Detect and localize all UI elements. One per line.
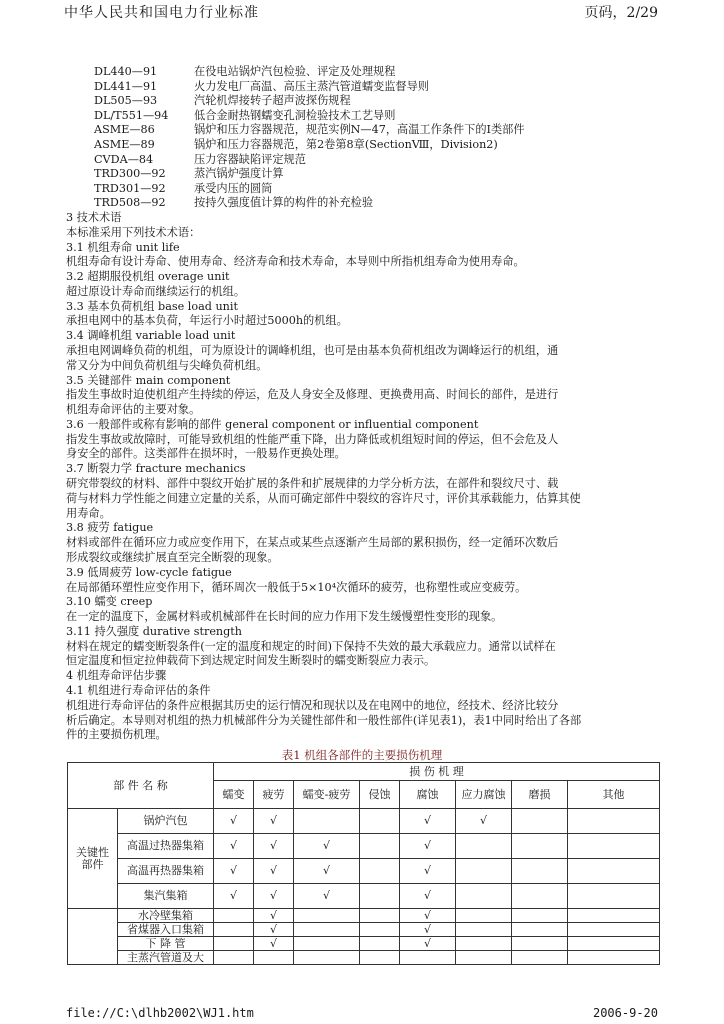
text-line: 材料或部件在循环应力或应变作用下，在某点或某些点逐渐产生局部的累积损伤，经一定循环次数后 — [66, 536, 559, 550]
standard-name: 火力发电厂高温、高压主蒸汽管道蠕变监督导则 — [194, 79, 429, 93]
table-row — [68, 937, 660, 951]
standard-title: 中华人民共和国电力行业标准 — [64, 5, 259, 21]
standard-code: TRD300—92 — [94, 167, 166, 181]
text-line: 3.9 低周疲劳 low-cycle fatigue — [66, 565, 232, 579]
text-line: 3.2 超期服役机组 overage unit — [66, 270, 230, 284]
empty-cell — [568, 937, 660, 951]
empty-cell — [360, 809, 400, 834]
text-line: 研究带裂纹的材料、部件中裂纹开始扩展的条件和扩展规律的力学分析方法，在部件和裂纹尺寸、载 — [66, 477, 559, 491]
empty-cell — [360, 937, 400, 951]
column-header: 应力腐蚀 — [456, 781, 512, 809]
component-name: 主蒸汽管道及大 — [118, 951, 214, 965]
empty-cell — [214, 937, 254, 951]
table-row — [68, 909, 660, 923]
column-header: 蠕变 — [214, 781, 254, 809]
empty-cell — [512, 859, 568, 884]
standard-code: ASME—86 — [94, 123, 155, 137]
empty-cell — [360, 834, 400, 859]
text-line: 形成裂纹或继续扩展直至完全断裂的现象。 — [66, 550, 279, 564]
column-header: 蠕变-疲劳 — [294, 781, 360, 809]
text-line: 3.8 疲劳 fatigue — [66, 521, 154, 535]
check-mark: √ — [294, 834, 360, 859]
check-mark: √ — [400, 859, 456, 884]
text-line: 承担电网调峰负荷的机组，可为原设计的调峰机组，也可是由基本负荷机组改为调峰运行的机组，通 — [66, 344, 559, 358]
empty-cell — [254, 951, 294, 965]
text-line: 3.6 一般部件或称有影响的部件 general component or influential component — [66, 417, 479, 431]
empty-cell — [400, 951, 456, 965]
file-path: file://C:\dlhb2002\WJ1.htm — [66, 1006, 254, 1020]
text-line: 3.1 机组寿命 unit life — [66, 240, 180, 254]
text-line: 3.5 关键部件 main component — [66, 373, 231, 387]
check-mark: √ — [294, 859, 360, 884]
print-date: 2006-9-20 — [592, 1006, 658, 1020]
text-line: 指发生事故或故障时，可能导致机组的性能严重下降，出力降低或机组短时间的停运，但不会危及人 — [66, 432, 559, 446]
check-mark: √ — [254, 809, 294, 834]
empty-cell — [456, 909, 512, 923]
empty-cell — [512, 951, 568, 965]
check-mark: √ — [214, 884, 254, 909]
table-row — [68, 884, 660, 909]
text-line: 常又分为中间负荷机组与尖峰负荷机组。 — [66, 358, 268, 372]
standard-code: CVDA—84 — [94, 152, 154, 166]
empty-cell — [294, 809, 360, 834]
empty-cell — [360, 859, 400, 884]
text-line: 3.10 蠕变 creep — [66, 595, 153, 609]
group-label — [68, 909, 118, 965]
column-header: 其他 — [568, 781, 660, 809]
standard-name: 承受内压的圆筒 — [194, 181, 273, 195]
check-mark: √ — [400, 909, 456, 923]
component-name: 锅炉汽包 — [118, 809, 214, 834]
page-header — [0, 0, 724, 22]
component-name: 高温再热器集箱 — [118, 859, 214, 884]
empty-cell — [360, 923, 400, 937]
empty-cell — [568, 909, 660, 923]
standard-code: TRD508—92 — [94, 196, 166, 210]
page-number: 页码，2/29 — [584, 5, 658, 21]
column-header: 磨损 — [512, 781, 568, 809]
component-name: 高温过热器集箱 — [118, 834, 214, 859]
text-line: 指发生事故时迫使机组产生持续的停运，危及人身安全及修理、更换费用高、时间长的部件，是进行 — [66, 388, 559, 402]
empty-cell — [214, 951, 254, 965]
standard-name: 在役电站锅炉汽包检验、评定及处理规程 — [194, 65, 396, 78]
check-mark: √ — [456, 809, 512, 834]
check-mark: √ — [254, 909, 294, 923]
standard-code: DL505—93 — [94, 94, 158, 108]
check-mark: √ — [214, 834, 254, 859]
standard-name: 锅炉和压力容器规范，第2卷第8章(SectionⅧ，Division2) — [194, 138, 498, 151]
damage-mechanism-table — [67, 762, 660, 965]
text-line: 超过原设计寿命而继续运行的机组。 — [66, 284, 246, 298]
standard-code: DL440—91 — [94, 65, 158, 78]
empty-cell — [214, 909, 254, 923]
standard-name: 蒸汽锅炉强度计算 — [194, 167, 284, 181]
empty-cell — [456, 951, 512, 965]
text-line: 材料在规定的蠕变断裂条件(一定的温度和规定的时间)下保持不失效的最大承载应力。通常以试样在 — [66, 639, 556, 653]
damage-header: 损 伤 机 理 — [214, 763, 660, 781]
text-line: 3.11 持久强度 durative strength — [66, 624, 243, 638]
text-line: 身安全的部件。这类部件在损坏时，一般易作更换处理。 — [66, 447, 346, 461]
empty-cell — [512, 923, 568, 937]
text-line: 4.1 机组进行寿命评估的条件 — [66, 683, 211, 697]
component-name: 集汽集箱 — [118, 884, 214, 909]
table-row — [68, 859, 660, 884]
standard-name: 按持久强度值计算的构件的补充检验 — [194, 196, 374, 210]
text-line: 在局部循环塑性应变作用下，循环周次一般低于5×10⁴次循环的疲劳，也称塑性或应变疲劳。 — [66, 580, 527, 594]
text-line: 4 机组寿命评估步骤 — [66, 669, 167, 683]
standard-code: DL441—91 — [94, 79, 158, 93]
empty-cell — [294, 909, 360, 923]
empty-cell — [456, 937, 512, 951]
check-mark: √ — [214, 809, 254, 834]
check-mark: √ — [400, 834, 456, 859]
empty-cell — [512, 909, 568, 923]
check-mark: √ — [254, 884, 294, 909]
check-mark: √ — [254, 923, 294, 937]
empty-cell — [214, 923, 254, 937]
standard-code: ASME—89 — [94, 138, 155, 151]
table-row — [68, 951, 660, 965]
check-mark: √ — [214, 859, 254, 884]
text-line: 3.3 基本负荷机组 base load unit — [66, 299, 238, 313]
empty-cell — [568, 951, 660, 965]
empty-cell — [456, 834, 512, 859]
table-row — [68, 923, 660, 937]
check-mark: √ — [400, 809, 456, 834]
empty-cell — [360, 909, 400, 923]
text-line: 恒定温度和恒定拉伸载荷下到达规定时间发生断裂时的蠕变断裂应力表示。 — [66, 654, 436, 668]
table-caption: 表1 机组各部件的主要损伤机理 — [281, 748, 443, 762]
empty-cell — [360, 884, 400, 909]
empty-cell — [456, 859, 512, 884]
empty-cell — [512, 937, 568, 951]
empty-cell — [568, 859, 660, 884]
empty-cell — [360, 951, 400, 965]
text-line: 用寿命。 — [66, 506, 111, 520]
table-row — [68, 834, 660, 859]
component-header: 部 件 名 称 — [68, 763, 214, 809]
text-line: 本标准采用下列技术术语： — [66, 225, 201, 239]
component-name: 省煤器入口集箱 — [118, 923, 214, 937]
text-line: 机组寿命评估的主要对象。 — [66, 403, 201, 417]
check-mark: √ — [254, 937, 294, 951]
column-header: 疲劳 — [254, 781, 294, 809]
empty-cell — [456, 923, 512, 937]
empty-cell — [294, 951, 360, 965]
empty-cell — [294, 923, 360, 937]
text-line: 3.7 断裂力学 fracture mechanics — [66, 462, 246, 476]
component-name: 水冷壁集箱 — [118, 909, 214, 923]
text-line: 3 技术术语 — [66, 211, 122, 224]
check-mark: √ — [400, 937, 456, 951]
text-line: 荷与材料力学性能之间建立定量的关系，从而可确定部件中裂纹的容许尺寸，评价其承载能力，估算其使 — [66, 491, 581, 505]
empty-cell — [456, 884, 512, 909]
column-header: 腐蚀 — [400, 781, 456, 809]
table-row — [68, 809, 660, 834]
text-line: 承担电网中的基本负荷，年运行小时超过5000h的机组。 — [66, 314, 348, 328]
empty-cell — [568, 809, 660, 834]
standard-name: 锅炉和压力容器规范，规范实例N—47，高温工作条件下的Ⅰ类部件 — [194, 123, 525, 137]
empty-cell — [568, 834, 660, 859]
standard-code: DL/T551—94 — [94, 108, 169, 122]
text-line: 件的主要损伤机理。 — [66, 728, 167, 742]
text-line: 机组进行寿命评估的条件应根据其历史的运行情况和现状以及在电网中的地位，经技术、经济比较分 — [66, 698, 559, 712]
check-mark: √ — [254, 859, 294, 884]
standard-code: TRD301—92 — [94, 181, 166, 195]
check-mark: √ — [400, 923, 456, 937]
column-header: 侵蚀 — [360, 781, 400, 809]
text-line: 机组寿命有设计寿命、使用寿命、经济寿命和技术寿命，本导则中所指机组寿命为使用寿命。 — [66, 255, 525, 269]
component-name: 下 降 管 — [118, 937, 214, 951]
empty-cell — [294, 937, 360, 951]
text-line: 在一定的温度下，金属材料或机械部件在长时间的应力作用下发生缓慢塑性变形的现象。 — [66, 610, 503, 624]
empty-cell — [568, 923, 660, 937]
standard-name: 压力容器缺陷评定规范 — [194, 152, 306, 166]
empty-cell — [512, 884, 568, 909]
check-mark: √ — [254, 834, 294, 859]
text-line: 析后确定。本导则对机组的热力机械部件分为关键性部件和一般性部件(详见表1)，表1中同时给出了各部 — [66, 713, 582, 727]
text-line: 3.4 调峰机组 variable load unit — [66, 329, 236, 343]
check-mark: √ — [294, 884, 360, 909]
standard-name: 低合金耐热钢蠕变孔洞检验技术工艺导则 — [194, 108, 396, 122]
empty-cell — [568, 884, 660, 909]
standard-name: 汽轮机焊接转子超声波探伤规程 — [194, 94, 351, 108]
empty-cell — [512, 834, 568, 859]
check-mark: √ — [400, 884, 456, 909]
group-label: 关键性部件 — [68, 809, 118, 909]
empty-cell — [512, 809, 568, 834]
